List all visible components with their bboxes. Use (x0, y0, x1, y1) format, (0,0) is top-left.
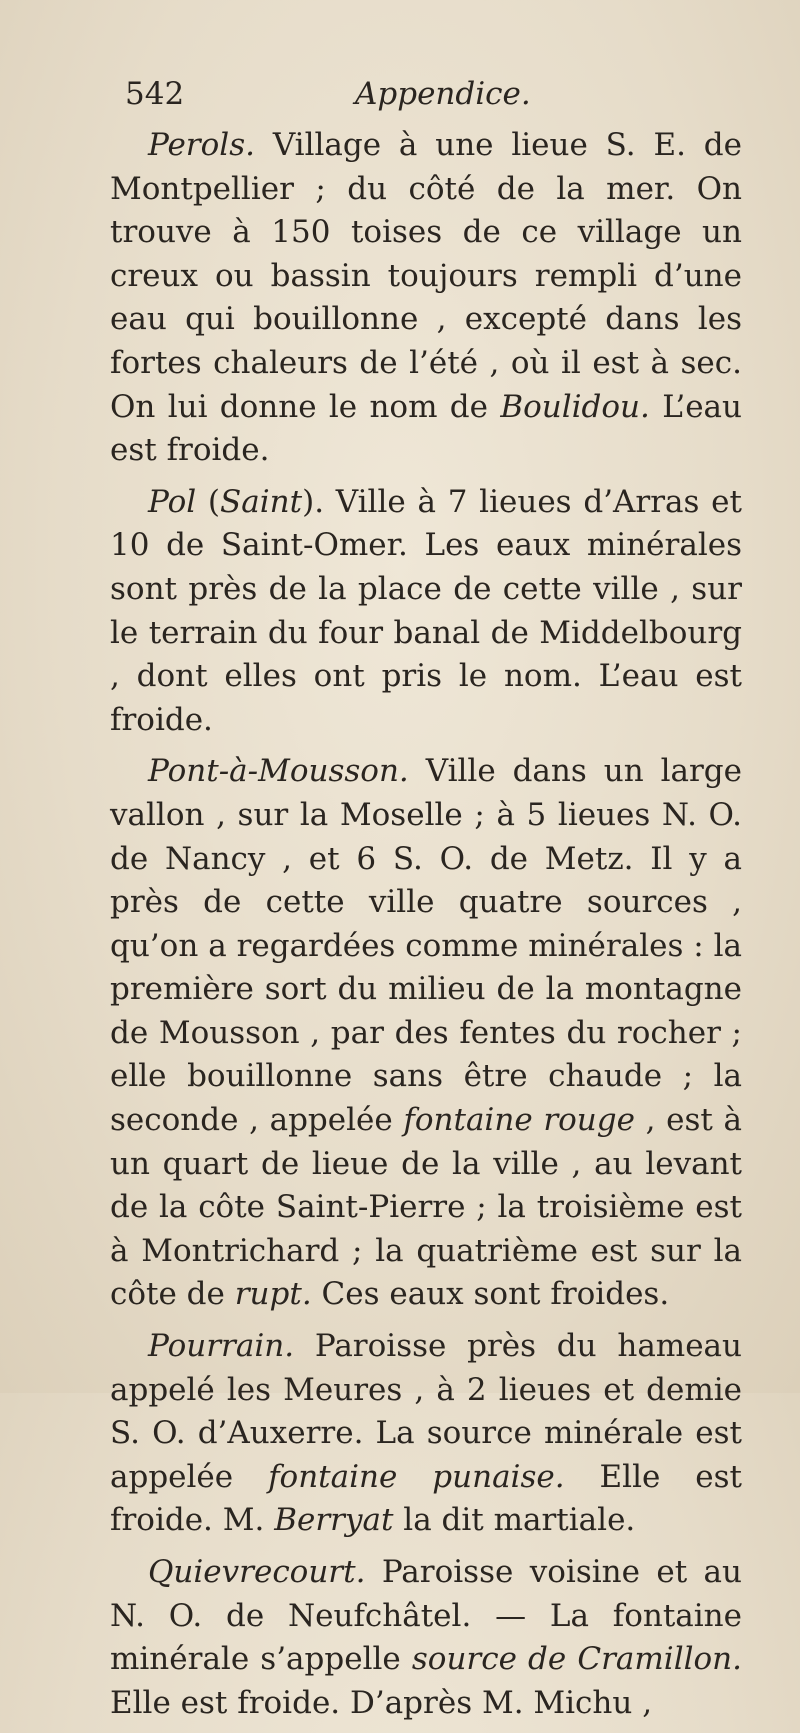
body-text (110, 124, 742, 1733)
entry-text: ). Ville à 7 lieues d’Arras et 10 de Saint-Omer. Les eaux minérales sont près de la place de cette ville , sur le terrain du four banal de Middelbourg , dont elles ont pris le nom. L’eau est froide. (110, 483, 742, 738)
running-head (125, 76, 720, 116)
entry-text: Ville dans un large vallon , sur la Moselle ; à 5 lieues N. O. de Nancy , et 6 S. O. de Metz. Il y a près de cette ville quatre sources , qu’on a regardées comme minérales : la première sort du milieu de la montagne de Mousson , par des fentes du rocher ; elle bouillonne sans être chaude ; la seconde , appelée (110, 753, 742, 1139)
entry-text: Elle est froide. M. (110, 1458, 742, 1539)
entry-name: Pont-à-Mousson. (148, 753, 409, 790)
entry-paren: ( (196, 483, 221, 520)
entry-italic: rupt. (234, 1276, 312, 1313)
entry-text: Village à une lieue S. E. de Montpellier ; du côté de la mer. On trouve à 150 toises de ce village un creux ou bassin toujours rempli d’une eau qui bouillonne , excepté dans les fortes chaleurs de l’été , où il est à sec. On lui donne le nom de (110, 127, 742, 425)
entry-text: Paroisse voisine et au N. O. de Neufchâtel. — La fontaine minérale s’appelle (110, 1554, 742, 1678)
entry-italic: Berryat (274, 1502, 394, 1539)
entry-name: Quievrecourt. (148, 1554, 366, 1590)
entry-name-qualifier: Saint (220, 483, 303, 520)
entry-text: , est à un quart de lieue de la ville , au levant de la côte Saint-Pierre ; la troisième est à Montrichard ; la quatrième est sur la côte de (110, 1102, 742, 1313)
entry-text: L’eau est froide. (110, 388, 743, 469)
entry-italic: fontaine punaise. (268, 1458, 565, 1495)
entry-name: Pourrain. (148, 1328, 295, 1365)
entry-italic: fontaine rouge (403, 1102, 635, 1139)
entry-text: la dit martiale. (393, 1502, 636, 1539)
entry-italic: Boulidou. (500, 388, 650, 425)
page-number: 542 (125, 76, 185, 112)
entry-pol-saint (110, 481, 742, 743)
entry-text: Elle est froide. D’après M. Michu , (110, 1684, 653, 1721)
entry-name: Pol (148, 483, 197, 520)
entry-name: Perols. (148, 127, 255, 163)
entry-italic: source de Cramillon. (411, 1641, 743, 1678)
entry-perols (110, 124, 742, 473)
running-title: Appendice. (355, 76, 531, 112)
entry-quievrecourt (110, 1551, 742, 1725)
entry-pourrain (110, 1325, 742, 1543)
entry-pont-a-mousson (110, 750, 742, 1317)
entry-text: Paroisse près du hameau appelé les Meures , à 2 lieues et demie S. O. d’Auxerre. La source minérale est appelée (110, 1328, 742, 1495)
entry-text: Ces eaux sont froides. (311, 1276, 670, 1313)
